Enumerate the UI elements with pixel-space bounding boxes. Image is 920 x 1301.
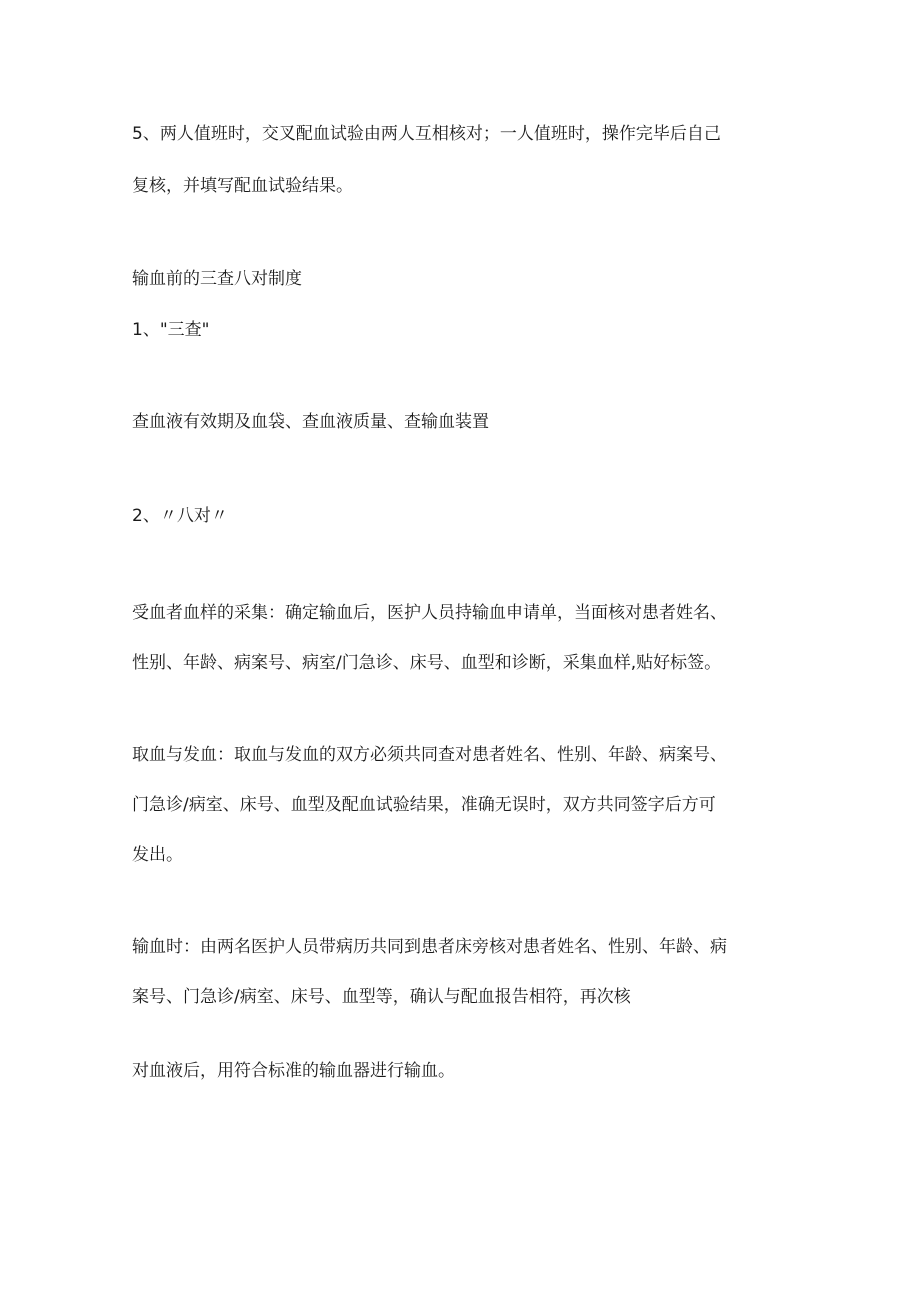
blood-sample-collection-line-1: 受血者血样的采集：确定输血后，医护人员持输血申请单，当面核对患者姓名、 xyxy=(132,603,727,623)
sancha-content: 查血液有效期及血袋、查血液质量、查输血装置 xyxy=(132,412,489,432)
blood-sample-collection-line-2: 性别、年龄、病案号、病室/门急诊、床号、血型和诊断，采集血样,贴好标签。 xyxy=(132,653,722,673)
item-1-sancha: 1、"三查" xyxy=(132,320,210,340)
section-heading: 输血前的三查八对制度 xyxy=(132,269,302,289)
transfusion-line-2: 案号、门急诊/病室、床号、血型等，确认与配血报告相符，再次核 xyxy=(132,987,631,1007)
transfusion-line-1: 输血时：由两名医护人员带病历共同到患者床旁核对患者姓名、性别、年龄、病 xyxy=(132,937,727,957)
blood-pickup-line-3: 发出。 xyxy=(132,845,183,865)
paragraph-5-line-2: 复核，并填写配血试验结果。 xyxy=(132,176,353,196)
item-2-badui: 2、〃八对〃 xyxy=(132,506,228,526)
transfusion-line-3: 对血液后，用符合标准的输血器进行输血。 xyxy=(132,1061,455,1081)
blood-pickup-line-2: 门急诊/病室、床号、血型及配血试验结果，准确无误时，双方共同签字后方可 xyxy=(132,795,716,815)
paragraph-5-line-1: 5、两人值班时，交叉配血试验由两人互相核对；一人值班时，操作完毕后自己 xyxy=(132,124,721,144)
blood-pickup-line-1: 取血与发血：取血与发血的双方必须共同查对患者姓名、性别、年龄、病案号、 xyxy=(132,745,727,765)
